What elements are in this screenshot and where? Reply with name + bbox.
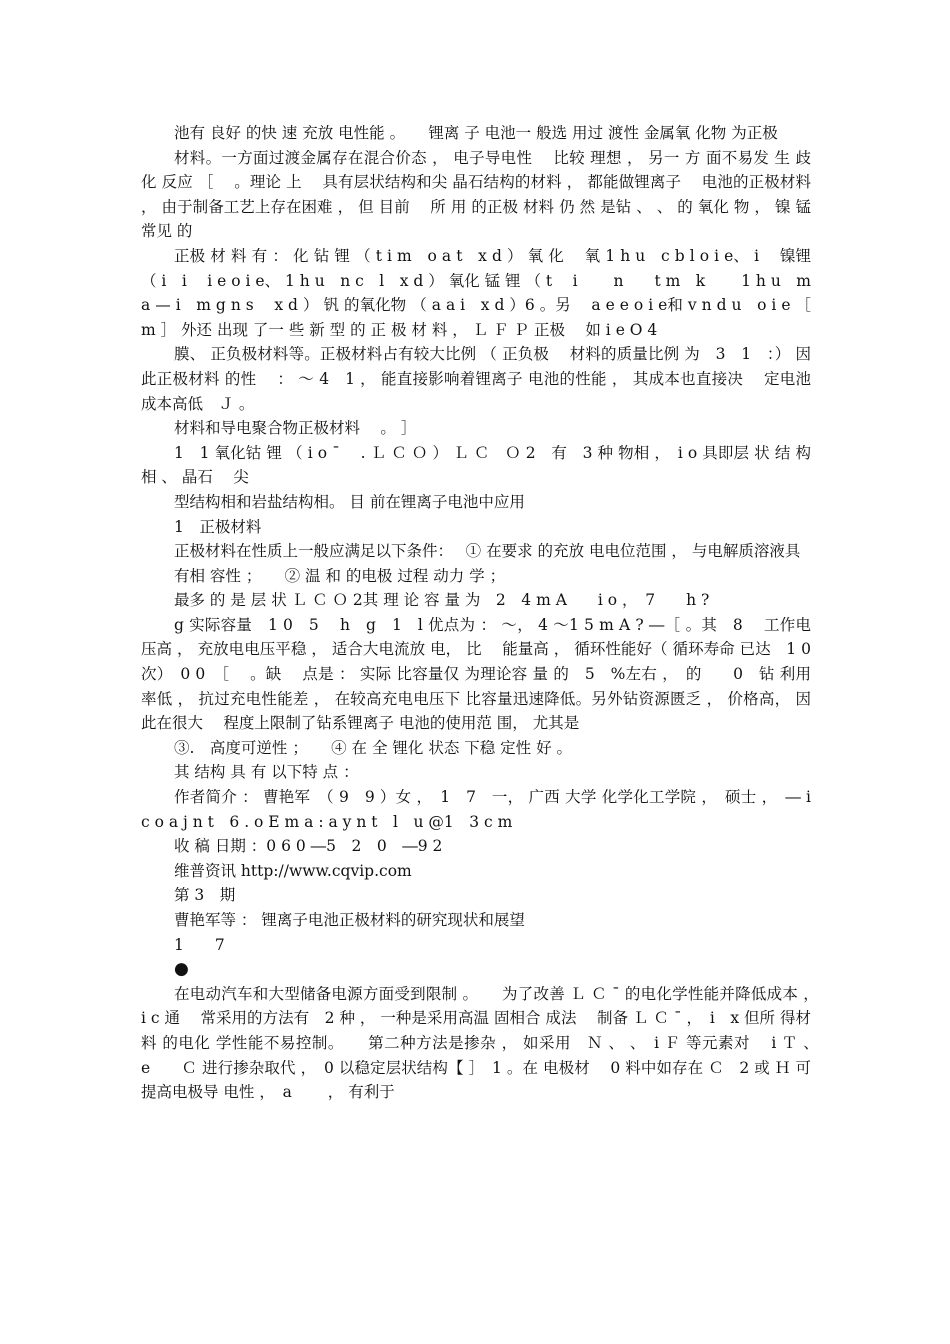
paragraph: 维普资讯 http://www.cqvip.com: [174, 861, 412, 880]
paragraph: 型结构相和岩盐结构相。 目 前在锂离子电池中应用: [174, 492, 525, 511]
paragraph: 1 1 氧化钴 锂 （ i o ¯ . Ｌ Ｃ Ｏ ） Ｌ Ｃ Ｏ 2 有 3 种 物相 ， i o 具即层 状 结 构 相 、 晶石 尖: [141, 443, 816, 487]
bullet-marker: ●: [174, 959, 189, 980]
paragraph: 收 稿 日期 ：0 6 0 ―5 2 0 ―9 2: [174, 837, 443, 856]
paragraph: 曹艳军等 ： 锂离子电池正极材料的研究现状和展望: [174, 911, 525, 929]
paragraph: 材料和导电聚合物正极材料 。 ］: [174, 419, 417, 438]
paragraph: 池有 良好 的快 速 充放 电性能 。 锂离 子 电池一 般选 用过 渡性 金属氧 化物 为正极: [174, 124, 778, 142]
paragraph: 1 7: [174, 935, 225, 954]
paragraph: 正极 材 料 有 ： 化 钻 锂 （ t i m o a t x d ） 氧 化 氧 1 h u c b l o i e、 i 镍锂 （ i i i e o i e、 1 h u n c l x d ） 氧化 锰 锂 （ t i n t m k 1 h u m a — i m g n s x d ） 钒 的氧化物 （ a a i x d ）6 。另 a e e o i e和 v n d u o i e ［ m ］ 外还 出现 了一 些 新 型 的 正 极 材 料 ， Ｌ Ｆ Ｐ 正极 如 i e O 4: [141, 246, 816, 339]
paragraph: 最多 的 是 层 状 Ｌ Ｃ Ｏ 2其 理 论 容 量 为 2 4 m A i o ， 7 h ?: [174, 591, 710, 610]
paragraph: 材料。一方面过渡金属存在混合价态 ， 电子导电性 比较 理想 ， 另一 方 面不易发 生 歧 化 反应 ［ 。理论 上 具有层状结构和尖 晶石结构的材料 ， 都能做锂离子 电池的正极材料 ， 由于制备工艺上存在困难 ， 但 目前 所 用 的正极 材料 仍 然 是钻 、 、 的 氧化 物 ， 镍 锰 常见 的: [141, 148, 816, 241]
paragraph: g 实际容量 1 0 5 h g 1 l 优点为 ： ～， 4 ～1 5 m A ? ―［ 。其 8 工作电压高 ， 充放电电压平稳 ， 适合大电流放 电， 比 能量高 ， 循环性能好（ 循环寿命 已达 1 0 次） 0 0 ［ 。缺 点是 ： 实际 比容量仅 为理论容 量 的 5 %左右 ， 的 0 钻 利用率低 ， 抗过充电性能差 ， 在较高充电电压下 比容量迅速降低。另外钻资源匮乏 ， 价格高， 因此在很大 程度上限制了钻系锂离子 电池的使用范 围， 尤其是: [141, 615, 827, 733]
paragraph: 作者简介 ： 曹艳军 （ 9 9 ）女 ， 1 7 一， 广西 大学 化学化工学院 ， 硕士 ， ― i c o a j n t 6 . o E m a : a y n t l u @1 3 c m: [141, 788, 827, 831]
document-body: [141, 121, 827, 1105]
paragraph: 第 3 期: [174, 886, 236, 905]
paragraph: 在电动汽车和大型储备电源方面受到限制 。 为了改善 Ｌ Ｃ ¯ 的电化学性能并降低成本 ， i c 通 常采用的方法有 2 种 ， 一种是采用高温 固相合 成法 制备 Ｌ Ｃ ¯ ， i x 但所 得材料 的电化 学性能不易控制。 第二种方法是掺杂 ， 如采用 Ｎ 、 、 i Ｆ 等元素对 i Ｔ 、 e Ｃ 进行掺杂取代 ， 0 以稳定层状结构【 ］ 1 。在 电极材 0 料中如存在 Ｃ 2 或 Ｈ 可提高电极导 电性 ， a ， 有利于: [141, 984, 827, 1102]
paragraph: 有相 容性 ； ② 温 和 的电极 过程 动力 学 ；: [174, 566, 506, 585]
paragraph: 其 结构 具 有 以下特 点 ：: [174, 763, 359, 782]
paragraph: ③. 高度可逆性 ； ④ 在 全 锂化 状态 下稳 定性 好 。: [174, 738, 573, 757]
paragraph: 1 正极材料: [174, 517, 262, 536]
paragraph: 膜、 正负极材料等。正极材料占有较大比例 （ 正负极 材料的质量比例 为 3 1 ：） 因此正极材料 的性 ： ～ 4 1 ， 能直接影响着锂离子 电池的性能 ， 其成本也直接决 定电池成本高低 Ｊ 。: [141, 345, 811, 413]
paragraph: 正极材料在性质上一般应满足以下条件： ① 在要求 的充放 电电位范围 ， 与电解质溶液具: [174, 542, 801, 561]
